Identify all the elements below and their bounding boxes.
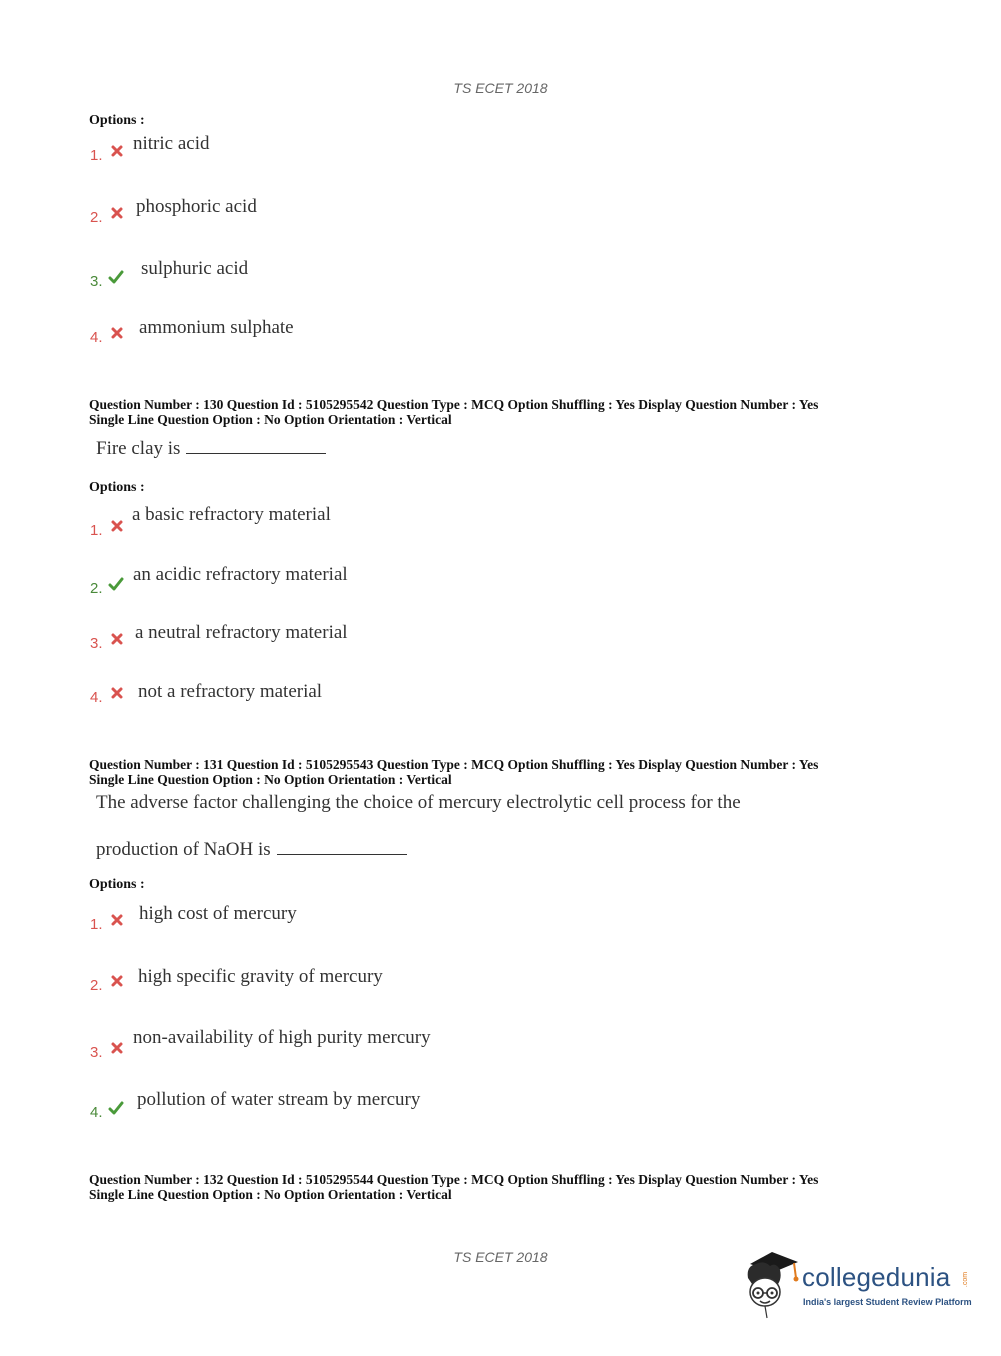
question-meta-line: Question Number : 132 Question Id : 5105295544 Question Type : MCQ Option Shuffling : Yes Display Question Number : Yes: [89, 1172, 819, 1187]
cross-icon: [109, 143, 125, 159]
option-number: 1.: [90, 916, 103, 933]
option-number: 3.: [90, 635, 103, 652]
option-number: 2.: [90, 977, 103, 994]
question-text: production of NaOH is: [96, 839, 271, 860]
options-label: Options :: [89, 113, 145, 128]
option-text: sulphuric acid: [141, 258, 249, 279]
collegedunia-mascot-icon: [742, 1248, 802, 1320]
option-number: 1.: [90, 522, 103, 539]
question-meta-line: Single Line Question Option : No Option Orientation : Vertical: [89, 772, 452, 787]
option-text: a basic refractory material: [132, 504, 331, 525]
logo-wordmark: collegedunia: [802, 1262, 951, 1292]
question-meta-line: Single Line Question Option : No Option Orientation : Vertical: [89, 1187, 452, 1202]
cross-icon: [109, 685, 125, 701]
option-number: 3.: [90, 1044, 103, 1061]
check-icon: [108, 269, 124, 285]
question-meta-131: [89, 757, 919, 787]
page-footer: TS ECET 2018: [453, 1249, 548, 1265]
cross-icon: [109, 325, 125, 341]
question-text-130: [96, 438, 326, 460]
question-meta-132: [89, 1172, 919, 1202]
question-text: Fire clay is: [96, 438, 181, 459]
option-text: pollution of water stream by mercury: [137, 1089, 421, 1110]
option-number: 4.: [90, 1104, 103, 1121]
check-icon: [108, 576, 124, 592]
cross-icon: [109, 205, 125, 221]
option-text: a neutral refractory material: [135, 622, 348, 643]
option-number: 2.: [90, 209, 103, 226]
option-text: phosphoric acid: [136, 196, 257, 217]
cross-icon: [109, 1040, 125, 1056]
logo-tagline: India's largest Student Review Platform: [803, 1297, 972, 1307]
cross-icon: [109, 912, 125, 928]
logo-suffix: .com: [962, 1271, 970, 1288]
option-number: 1.: [90, 147, 103, 164]
question-text-131-line2: [96, 839, 407, 861]
cross-icon: [109, 631, 125, 647]
page-header: TS ECET 2018: [453, 80, 548, 96]
answer-blank: [277, 839, 407, 855]
option-number: 2.: [90, 580, 103, 597]
question-text-131: The adverse factor challenging the choice of mercury electrolytic cell process for the: [96, 792, 741, 813]
option-text: high cost of mercury: [139, 903, 297, 924]
question-meta-130: [89, 397, 919, 427]
option-number: 3.: [90, 273, 103, 290]
options-label: Options :: [89, 480, 145, 495]
check-icon: [108, 1100, 124, 1116]
question-meta-line: Single Line Question Option : No Option Orientation : Vertical: [89, 412, 452, 427]
option-text: not a refractory material: [138, 681, 323, 702]
option-text: an acidic refractory material: [133, 564, 348, 585]
cross-icon: [109, 518, 125, 534]
option-number: 4.: [90, 329, 103, 346]
option-text: nitric acid: [133, 133, 210, 154]
cross-icon: [109, 973, 125, 989]
option-text: ammonium sulphate: [139, 317, 294, 338]
options-label: Options :: [89, 877, 145, 892]
answer-blank: [186, 438, 326, 454]
option-text: high specific gravity of mercury: [138, 966, 383, 987]
option-text: non-availability of high purity mercury: [133, 1027, 431, 1048]
question-meta-line: Question Number : 131 Question Id : 5105295543 Question Type : MCQ Option Shuffling : Yes Display Question Number : Yes: [89, 757, 819, 772]
option-number: 4.: [90, 689, 103, 706]
question-meta-line: Question Number : 130 Question Id : 5105295542 Question Type : MCQ Option Shuffling : Yes Display Question Number : Yes: [89, 397, 819, 412]
